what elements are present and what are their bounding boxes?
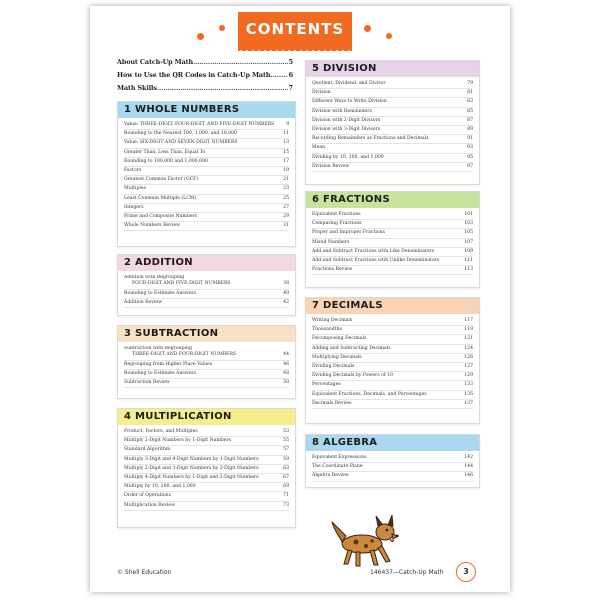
toc-entry[interactable] <box>124 139 289 148</box>
toc-entry[interactable] <box>312 400 473 409</box>
toc-entry-page: 48 <box>283 371 289 377</box>
toc-entry[interactable] <box>312 211 473 220</box>
toc-entry-title: Mean <box>312 145 326 151</box>
toc-entry-title: Algebra Review <box>312 473 349 479</box>
toc-entry[interactable] <box>124 492 289 501</box>
toc-entry[interactable] <box>312 229 473 238</box>
toc-entry-title: Greatest Common Factor (GCF) <box>124 177 199 183</box>
toc-entry-page: 59 <box>283 456 289 462</box>
toc-entry-page: 121 <box>464 336 473 342</box>
toc-entry-title: Order of Operations <box>124 493 171 499</box>
toc-entry-title: Mixed Numbers <box>312 239 350 245</box>
toc-entry[interactable] <box>124 213 289 222</box>
toc-entry[interactable] <box>312 248 473 257</box>
toc-entry[interactable] <box>124 195 289 204</box>
toc-entry[interactable] <box>312 472 473 481</box>
toc-entry-page: 127 <box>464 364 473 370</box>
toc-entry-page: 11 <box>283 131 289 137</box>
toc-entry-title: Prime and Composite Numbers <box>124 214 198 220</box>
toc-entry-title: Writing Decimals <box>312 318 353 323</box>
decor-dot <box>219 25 225 31</box>
decor-dot <box>386 33 392 39</box>
toc-entry-page: 97 <box>467 163 473 169</box>
toc-entry-title: About Catch-Up Math <box>117 58 194 66</box>
toc-entry[interactable] <box>312 144 473 153</box>
toc-entry-page: 21 <box>283 177 289 183</box>
dog-illustration <box>330 512 400 568</box>
toc-entry[interactable] <box>312 108 473 117</box>
toc-entry[interactable] <box>124 167 289 176</box>
toc-entry[interactable] <box>124 502 289 511</box>
section-heading: 6 FRACTIONS <box>306 192 479 208</box>
toc-entry-page: 55 <box>283 438 289 444</box>
toc-entry-page: 124 <box>464 345 473 351</box>
toc-entry-title: Division with 2-Digit Divisors <box>312 117 381 123</box>
toc-entry-page: 19 <box>283 168 289 174</box>
toc-entry-title: Quotient, Dividend, and Divisor <box>312 81 386 86</box>
footer-publisher: © Shell Education <box>117 569 172 576</box>
toc-entry-title: Least Common Multiple (LCM) <box>124 195 197 201</box>
toc-entry-title: Subtraction Review <box>124 380 170 386</box>
toc-entry-page: 23 <box>283 186 289 192</box>
toc-entry[interactable] <box>312 135 473 144</box>
toc-entry[interactable] <box>124 345 289 361</box>
toc-entry-title: Recording Remainders as Fractions and Decimals <box>312 136 429 142</box>
toc-entry-title: Factors <box>124 168 142 174</box>
toc-entry-title: Different Ways to Write Division <box>312 99 387 105</box>
toc-entry-page: 15 <box>283 149 289 155</box>
toc-entry-page: 142 <box>464 455 473 460</box>
section-algebra <box>305 434 480 488</box>
toc-entry-title: Division Review <box>312 163 350 169</box>
toc-entry-page: 63 <box>283 465 289 471</box>
toc-entry-page: 95 <box>467 154 473 160</box>
toc-entry-title: Equivalent Expressions <box>312 455 367 460</box>
toc-entry[interactable] <box>312 391 473 400</box>
toc-entry-title: Value: SIX-DIGIT AND SEVEN-DIGIT NUMBERS <box>124 140 238 146</box>
toc-entry-title: Value: THREE-DIGIT, FOUR-DIGIT, AND FIVE-DIGIT NUMBERS <box>124 122 275 127</box>
toc-entry-page: 53 <box>283 429 289 434</box>
toc-entry-page: 103 <box>464 221 473 227</box>
toc-entry-page: 109 <box>464 248 473 254</box>
toc-entry-title: Equivalent Fractions <box>312 212 361 217</box>
toc-entry[interactable] <box>312 117 473 126</box>
toc-entry-page: 87 <box>467 117 473 123</box>
toc-entry[interactable] <box>124 222 289 231</box>
toc-entry-page: 113 <box>464 267 473 273</box>
toc-entry-page: 111 <box>464 258 473 264</box>
toc-entry[interactable] <box>124 158 289 167</box>
toc-entry[interactable] <box>124 204 289 213</box>
toc-entry-title: Add and Subtract Fractions with Like Denominators <box>312 248 434 254</box>
page-number: 3 <box>456 562 476 582</box>
toc-entry-title: Multiplying Decimals <box>312 354 362 360</box>
toc-entry-page: 79 <box>467 81 473 86</box>
section-whole-numbers <box>117 101 296 247</box>
toc-entry-page: 5 <box>288 58 293 66</box>
toc-entry-title: Decimals Review <box>312 400 352 406</box>
toc-entry[interactable] <box>124 149 289 158</box>
toc-entry-title: Equivalent Fractions, Decimals, and Percentages <box>312 391 427 397</box>
intro-list <box>117 56 293 95</box>
toc-entry-title: Dividing Decimals by Powers of 10 <box>312 373 393 379</box>
toc-entry[interactable] <box>124 446 289 455</box>
toc-entry-title: Thousandths <box>312 327 342 333</box>
toc-entry-title: Product, Factors, and Multiples <box>124 429 198 434</box>
toc-entry-page: 67 <box>283 475 289 481</box>
toc-intro-item[interactable] <box>117 56 293 69</box>
toc-entry[interactable] <box>312 239 473 248</box>
toc-entry-page: 9 <box>286 122 289 127</box>
toc-entry[interactable] <box>312 345 473 354</box>
toc-entry-title: Greater Than, Less Than, Equal To <box>124 149 206 155</box>
toc-entry-page: 144 <box>464 464 473 470</box>
toc-entry[interactable] <box>312 354 473 363</box>
toc-entry[interactable] <box>312 381 473 390</box>
toc-entry-page: 6 <box>288 71 293 79</box>
toc-entry-title: Rounding to Estimate Answers <box>124 290 196 296</box>
toc-entry[interactable] <box>124 176 289 185</box>
toc-entry[interactable] <box>312 454 473 463</box>
toc-entry-title: Standard Algorithm <box>124 447 171 453</box>
toc-entry[interactable] <box>124 483 289 492</box>
toc-entry-title: How to Use the QR Codes in Catch-Up Math <box>117 71 271 79</box>
toc-entry-page: 85 <box>467 108 473 114</box>
toc-entry[interactable] <box>312 98 473 107</box>
footer-book-id: 146437—Catch-Up Math <box>370 569 444 576</box>
section-heading: 4 MULTIPLICATION <box>118 409 295 425</box>
toc-entry-line1: Subtraction with Regrouping <box>124 346 192 351</box>
toc-entry[interactable] <box>312 266 473 275</box>
toc-entry[interactable] <box>312 163 473 172</box>
toc-entry-title: Multiply 4-Digit Numbers by 1-Digit and 2-Digit Numbers <box>124 475 259 481</box>
section-heading: 2 ADDITION <box>118 255 295 271</box>
toc-entry-title: Percentages <box>312 382 341 388</box>
toc-entry-page: 13 <box>283 140 289 146</box>
toc-entry-title: Add and Subtract Fractions with Unlike Denominators <box>312 258 440 264</box>
toc-entry-page: 126 <box>464 354 473 360</box>
section-division <box>305 60 480 185</box>
toc-entry-page: 117 <box>464 318 473 323</box>
toc-entry-title: Fractions Review <box>312 267 353 273</box>
toc-entry-page: 29 <box>283 214 289 220</box>
toc-entry-page: 105 <box>464 230 473 236</box>
toc-entry-page: 50 <box>283 380 289 386</box>
toc-entry-line2: FOUR-DIGIT AND FIVE-DIGIT NUMBERS <box>132 281 231 287</box>
toc-entry-page: 89 <box>467 127 473 133</box>
toc-entry[interactable] <box>124 465 289 474</box>
toc-entry-title: Multiples <box>124 186 146 192</box>
toc-entry-page: 44 <box>283 352 289 358</box>
toc-entry-title: Decomposing Decimals <box>312 336 367 342</box>
toc-entry[interactable] <box>124 437 289 446</box>
toc-entry-title <box>124 275 281 288</box>
toc-entry-title: Multiply 3-Digit and 4-Digit Numbers by 1-Digit Numbers <box>124 456 259 462</box>
toc-entry-title: Multiply 2-Digit Numbers by 1-Digit Numbers <box>124 438 232 444</box>
toc-entry[interactable] <box>124 290 289 299</box>
toc-entry-title: Rounding to the Nearest 100, 1,000, and 10,000 <box>124 131 237 137</box>
toc-entry-page: 146 <box>464 473 473 479</box>
toc-entry[interactable] <box>312 126 473 135</box>
toc-entry-page: 46 <box>283 361 289 367</box>
toc-entry-title: Adding and Subtracting Decimals <box>312 345 391 351</box>
section-decimals <box>305 297 480 424</box>
toc-entry[interactable] <box>312 220 473 229</box>
toc-entry-page: 93 <box>467 145 473 151</box>
toc-entry-title: Rounding to Estimate Answers <box>124 371 196 377</box>
contents-title: CONTENTS <box>238 12 352 46</box>
toc-entry-page: 40 <box>283 290 289 296</box>
toc-entry-page: 135 <box>464 391 473 397</box>
toc-entry-title: Dividing by 10, 100, and 1,000 <box>312 154 384 160</box>
toc-entry[interactable] <box>312 372 473 381</box>
toc-entry-line1: Addition with Regrouping <box>124 275 185 280</box>
toc-entry-page: 31 <box>283 223 289 229</box>
toc-entry-title: Comparing Fractions <box>312 221 362 227</box>
toc-entry-title: Division with 3-Digit Divisors <box>312 127 381 133</box>
toc-entry[interactable] <box>124 121 289 130</box>
toc-entry-page: 25 <box>283 195 289 201</box>
toc-entry-page: 73 <box>283 502 289 508</box>
toc-entry-page: 91 <box>467 136 473 142</box>
toc-entry-page: 83 <box>467 99 473 105</box>
toc-entry-title: Dividing Decimals <box>312 364 355 370</box>
toc-entry-page: 69 <box>283 484 289 490</box>
toc-leader-dots <box>193 56 288 69</box>
toc-entry-line2: THREE-DIGIT AND FOUR-DIGIT NUMBERS <box>132 352 237 358</box>
toc-entry-title: Math Skills <box>117 84 157 92</box>
toc-leader-dots <box>157 82 288 95</box>
toc-intro-item[interactable] <box>117 82 293 95</box>
toc-entry[interactable] <box>124 474 289 483</box>
toc-entry-title <box>124 346 281 359</box>
toc-entry-title: The Coordinate Plane <box>312 464 363 470</box>
toc-entry-title: Proper and Improper Fractions <box>312 230 385 236</box>
toc-entry-page: 133 <box>464 382 473 388</box>
decor-dot <box>197 33 204 40</box>
toc-entry-title: Regrouping from Higher Place Values <box>124 361 213 367</box>
toc-entry-page: 57 <box>283 447 289 453</box>
section-heading: 3 SUBTRACTION <box>118 326 295 342</box>
section-multiplication <box>117 408 296 528</box>
toc-entry[interactable] <box>312 326 473 335</box>
toc-entry-title: Rounding to 100,000 and 1,000,000 <box>124 158 208 164</box>
toc-entry[interactable] <box>312 257 473 266</box>
toc-entry[interactable] <box>124 274 289 290</box>
section-fractions <box>305 191 480 288</box>
toc-entry-title: Multiplication Review <box>124 502 176 508</box>
section-heading: 7 DECIMALS <box>306 298 479 314</box>
toc-entry[interactable] <box>312 89 473 98</box>
toc-entry-page: 27 <box>283 204 289 210</box>
toc-entry[interactable] <box>312 463 473 472</box>
toc-entry[interactable] <box>312 363 473 372</box>
toc-entry-page: 42 <box>283 300 289 306</box>
toc-entry-page: 107 <box>464 239 473 245</box>
toc-entry[interactable] <box>312 335 473 344</box>
section-addition <box>117 254 296 316</box>
toc-entry[interactable] <box>124 185 289 194</box>
toc-entry-title: Division with Remainders <box>312 108 372 114</box>
toc-entry-title: Multiply by 10, 100, and 1,000 <box>124 484 196 490</box>
decor-dot <box>364 25 371 32</box>
toc-entry[interactable] <box>312 154 473 163</box>
section-heading: 1 WHOLE NUMBERS <box>118 102 295 118</box>
toc-entry[interactable] <box>124 456 289 465</box>
toc-entry-title: Integers <box>124 204 144 210</box>
toc-intro-item[interactable] <box>117 69 293 82</box>
toc-entry-page: 81 <box>467 90 473 96</box>
toc-entry-title: Division <box>312 90 331 96</box>
toc-entry-title: Addition Review <box>124 300 163 306</box>
toc-entry-page: 17 <box>283 158 289 164</box>
toc-entry[interactable] <box>312 80 473 89</box>
toc-entry-page: 71 <box>283 493 289 499</box>
toc-entry-page: 7 <box>288 84 293 92</box>
toc-entry[interactable] <box>124 428 289 437</box>
toc-entry-page: 38 <box>283 281 289 287</box>
toc-entry-page: 137 <box>464 400 473 406</box>
toc-entry[interactable] <box>124 130 289 139</box>
toc-entry-page: 101 <box>464 212 473 217</box>
toc-entry[interactable] <box>124 379 289 388</box>
toc-entry[interactable] <box>312 317 473 326</box>
toc-leader-dots <box>270 69 287 82</box>
toc-entry-page: 119 <box>464 327 473 333</box>
section-heading: 8 ALGEBRA <box>306 435 479 451</box>
toc-entry[interactable] <box>124 370 289 379</box>
section-heading: 5 DIVISION <box>306 61 479 77</box>
toc-entry-title: Multiply 2-Digit and 3-Digit Numbers by 2-Digit Numbers <box>124 465 259 471</box>
toc-entry[interactable] <box>124 299 289 308</box>
toc-entry[interactable] <box>124 361 289 370</box>
toc-entry-title: Whole Numbers Review <box>124 223 180 229</box>
section-subtraction <box>117 325 296 399</box>
toc-entry-page: 129 <box>464 373 473 379</box>
